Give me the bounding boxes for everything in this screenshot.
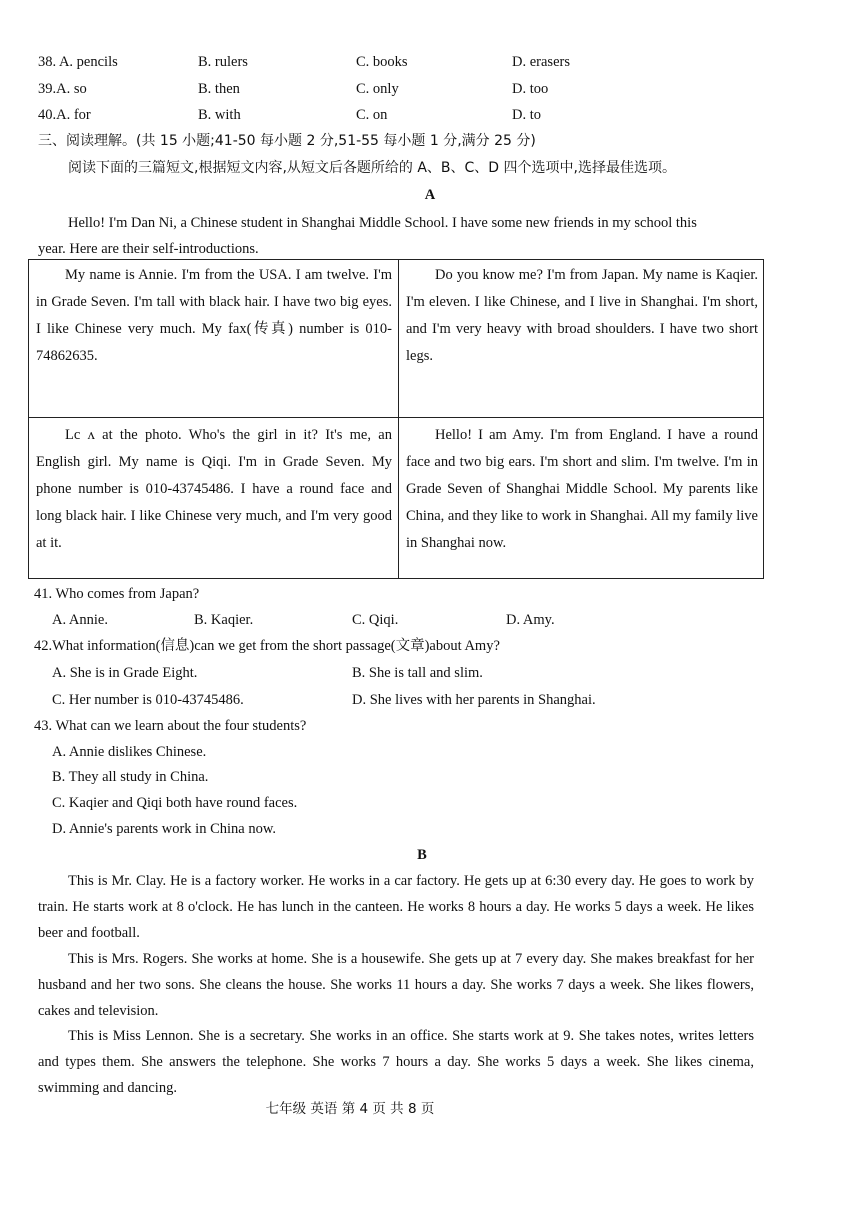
q43-option-c: C. Kaqier and Qiqi both have round faces. [52, 795, 298, 811]
q39-option-b: B. then [198, 81, 240, 97]
q42-option-d: D. She lives with her parents in Shanghai. [352, 692, 596, 708]
q42-option-b: B. She is tall and slim. [352, 665, 483, 681]
intro-annie: My name is Annie. I'm from the USA. I am twelve. I'm in Grade Seven. I'm tall with black hair. I have two big eyes. I like Chinese very much. My fax(传真) number is 010-74862635. [36, 267, 392, 364]
passage-b-paragraph-1: This is Mr. Clay. He is a factory worker. He works in a car factory. He gets up at 6:30 every day. He goes to work by train. He starts work at 8 o'clock. He has lunch in the canteen. He works 8 hours a day. He works 5 days a week. He likes beer and football. [38, 873, 754, 941]
page-footer: 七年级 英语 第 4 页 共 8 页 [265, 1101, 435, 1117]
q39-option-a: 39.A. so [38, 81, 87, 97]
section-heading: 三、阅读理解。(共 15 小题;41-50 每小题 2 分,51-55 每小题 1 分,满分 25 分) [38, 133, 536, 149]
passage-b-paragraph-2: This is Mrs. Rogers. She works at home. She is a housewife. She gets up at 7 every day. She makes breakfast for her husband and her two sons. She cleans the house. She works 11 hours a day. She works 7 days a week. She likes flowers, cakes and television. [38, 951, 754, 1019]
q38-option-b: B. rulers [198, 54, 248, 70]
passage-b-label: B [417, 847, 427, 863]
q38-option-d: D. erasers [512, 54, 570, 70]
q40-option-a: 40.A. for [38, 107, 91, 123]
q40-option-b: B. with [198, 107, 241, 123]
table-horizontal-divider [28, 417, 764, 418]
passage-a-intro-line1: Hello! I'm Dan Ni, a Chinese student in Shanghai Middle School. I have some new friends in my school this [68, 215, 697, 231]
q38-option-a: 38. A. pencils [38, 54, 118, 70]
q43-option-b: B. They all study in China. [52, 769, 209, 785]
q39-option-c: C. only [356, 81, 399, 97]
section-instruction: 阅读下面的三篇短文,根据短文内容,从短文后各题所给的 A、B、C、D 四个选项中,选择最佳选项。 [68, 160, 676, 176]
passage-b-paragraph-3: This is Miss Lennon. She is a secretary. She works in an office. She starts work at 9. She takes notes, writes letters and types them. She answers the telephone. She works 7 hours a day. She works 5 days a week. She likes cinema, swimming and dancing. [38, 1028, 754, 1096]
table-vertical-divider [398, 259, 399, 579]
q43-option-d: D. Annie's parents work in China now. [52, 821, 276, 837]
intro-kaqier: Do you know me? I'm from Japan. My name is Kaqier. I'm eleven. I like Chinese, and I live in Shanghai. I'm short, and I'm very heavy with broad shoulders. I have two short legs. [406, 267, 758, 364]
q41-option-a: A. Annie. [52, 612, 108, 628]
q43-option-a: A. Annie dislikes Chinese. [52, 744, 207, 760]
passage-a-intro-line2: year. Here are their self-introductions. [38, 241, 259, 257]
intro-qiqi: Lc ʌ at the photo. Who's the girl in it? It's me, an English girl. My name is Qiqi. I'm in Grade Seven. My phone number is 010-43745486. I have a round face and long black hair. I like Chinese very much, and I'm very good at it. [36, 427, 392, 551]
q41-option-b: B. Kaqier. [194, 612, 254, 628]
q38-option-c: C. books [356, 54, 408, 70]
passage-a-label: A [424, 187, 436, 203]
q40-option-c: C. on [356, 107, 388, 123]
q43-stem: 43. What can we learn about the four students? [34, 718, 307, 734]
q42-stem: 42.What information(信息)can we get from the short passage(文章)about Amy? [34, 638, 500, 654]
q41-stem: 41. Who comes from Japan? [34, 586, 200, 602]
q41-option-c: C. Qiqi. [352, 612, 399, 628]
q40-option-d: D. to [512, 107, 541, 123]
q42-option-a: A. She is in Grade Eight. [52, 665, 198, 681]
q41-option-d: D. Amy. [506, 612, 555, 628]
q42-option-c: C. Her number is 010-43745486. [52, 692, 244, 708]
q39-option-d: D. too [512, 81, 549, 97]
intro-amy: Hello! I am Amy. I'm from England. I have a round face and two big ears. I'm short and slim. I'm twelve. I'm in Grade Seven of Shanghai Middle School. My parents like China, and they like to work in Shanghai. All my family live in Shanghai now. [406, 427, 758, 551]
